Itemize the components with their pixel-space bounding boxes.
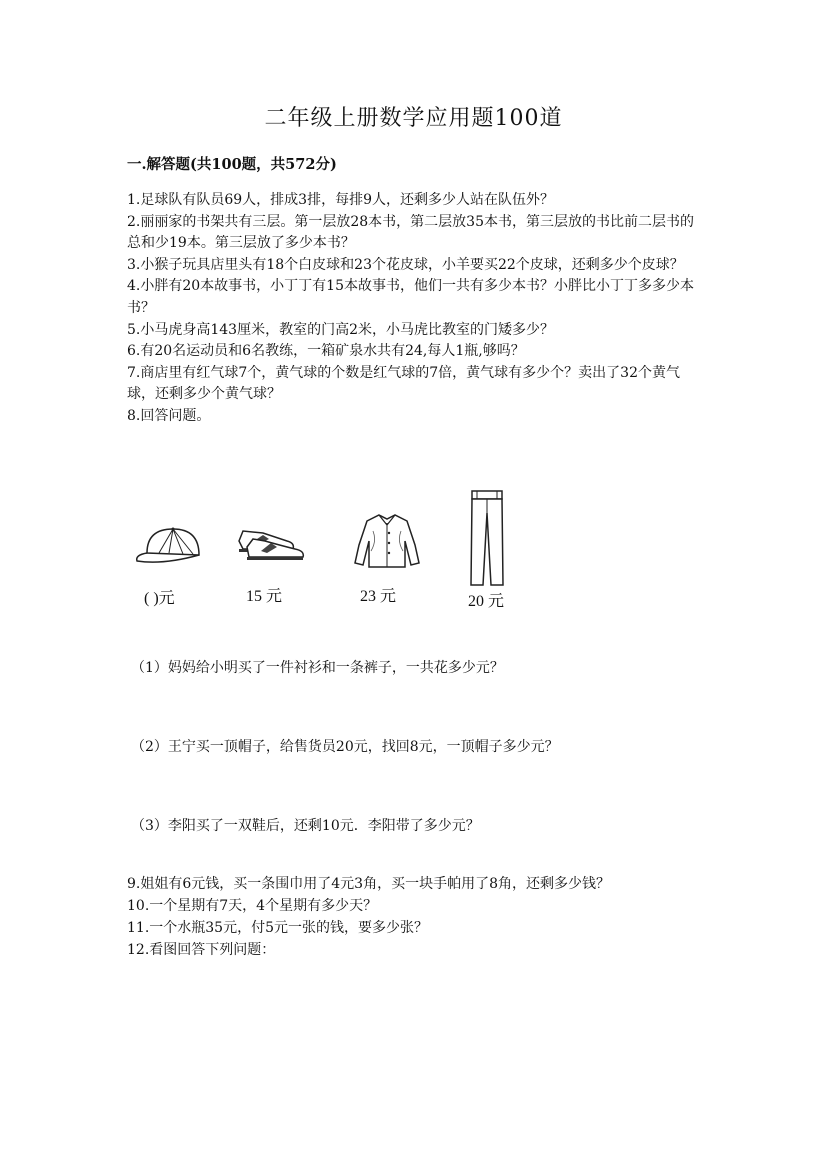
cap-price: ( )元 (144, 590, 175, 607)
sub-question-1: （1）妈妈给小明买了一件衬衫和一条裤子，一共花多少元？ (131, 660, 504, 676)
pants-price: 20 元 (468, 593, 505, 610)
sub-question-3: （3）李阳买了一双鞋后，还剩10元．李阳带了多少元？ (131, 818, 480, 834)
question-list (127, 190, 702, 428)
question-2: 2.丽丽家的书架共有三层。第一层放28本书，第二层放35本书，第三层放的书比前二层书的总和少19本。第三层放了多少本书？ (127, 213, 694, 252)
question-7: 7.商店里有红气球7个，黄气球的个数是红气球的7倍，黄气球有多少个？卖出了32个黄气球，还剩多少个黄气球？ (127, 364, 680, 403)
question-list-2 (127, 873, 702, 961)
question-6: 6.有20名运动员和6名教练，一箱矿泉水共有24,每人1瓶,够吗？ (127, 343, 525, 360)
section-header: 一.解答题(共100题，共572分) (127, 156, 337, 173)
price-figure (127, 485, 547, 615)
question-1: 1.足球队有队员69人，排成3排，每排9人，还剩多少人站在队伍外？ (127, 192, 554, 208)
shoes-price: 15 元 (246, 588, 283, 605)
sub-question-2: （2）王宁买一顶帽子，给售货员20元，找回8元，一顶帽子多少元？ (131, 739, 559, 755)
page-title: 二年级上册数学应用题100道 (264, 106, 563, 131)
shirt-price: 23 元 (360, 588, 397, 605)
question-10: 10.一个星期有7天，4个星期有多少天？ (127, 898, 378, 914)
shoes-icon (235, 525, 309, 565)
shirt-icon (349, 511, 425, 571)
question-9: 9.姐姐有6元钱，买一条围巾用了4元3角，买一块手帕用了8角，还剩多少钱？ (127, 876, 610, 892)
question-8: 8.回答问题。 (127, 407, 211, 424)
question-5: 5.小马虎身高143厘米，教室的门高2米，小马虎比教室的门矮多少？ (127, 321, 554, 338)
question-12: 12.看图回答下列问题： (127, 942, 276, 958)
question-3: 3.小猴子玩具店里头有18个白皮球和23个花皮球，小羊要买22个皮球，还剩多少个皮球？ (127, 256, 684, 273)
pants-icon (469, 489, 505, 587)
question-11: 11.一个水瓶35元，付5元一张的钱，要多少张？ (127, 920, 428, 936)
question-4: 4.小胖有20本故事书，小丁丁有15本故事书，他们一共有多少本书？小胖比小丁丁多多少本书？ (127, 278, 694, 316)
cap-icon (133, 523, 203, 571)
